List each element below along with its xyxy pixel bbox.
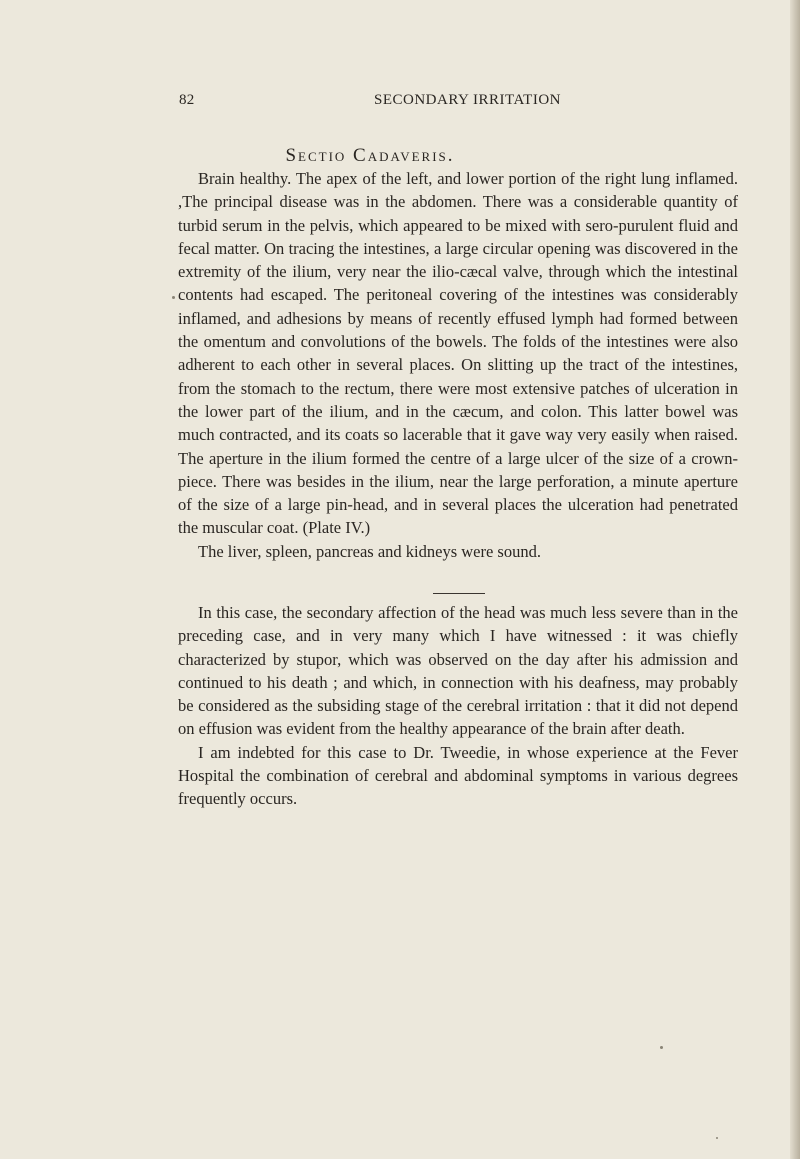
page-header — [179, 92, 745, 112]
paper-speck — [660, 1046, 663, 1049]
paragraph-organs: The liver, spleen, pancreas and kidneys were sound. — [198, 541, 541, 561]
page-number: 82 — [179, 92, 195, 108]
section-divider — [433, 593, 485, 594]
paragraph-commentary: In this case, the secondary affection of the head was much less severe than in the preceding case, and in very many which I have witnessed : it was chiefly characterized by stupor, which was observed on the day after his admission and continued to his death ; and which, in connection with his deafness, may probably be considered as the subsiding stage of the cerebral irritation : that it did not depend on effusion was evident from the healthy appearance of the brain after death. — [178, 603, 738, 739]
paragraph-findings: Brain healthy. The apex of the left, and lower portion of the right lung inflamed. ,The principal disease was in the abdomen. There was a considerable quantity of turbid serum in the pelvis, which appeared to be mixed with sero-purulent fluid and fecal matter. On tracing the intestines, a large circular opening was discovered in the extremity of the ilium, very near the ilio-cæcal valve, through which the intestinal contents had escaped. The peritoneal covering of the intestines was considerably inflamed, and adhesions by means of recently effused lymph had formed between the omentum and convolutions of the bowels. The folds of the intestines were also adherent to each other in several places. On slitting up the tract of the intestines, from the stomach to the rectum, there were most extensive patches of ulceration in the lower part of the ilium, and in the cæcum, and colon. This latter bowel was much contracted, and its coats so lacerable that it gave way very easily when raised. The aperture in the ilium formed the centre of a large ulcer of the size of a crown-piece. There was besides in the ilium, near the large perforation, a minute aperture of the size of a large pin-head, and in several places the ulceration had penetrated the muscular coat. (Plate IV.) — [178, 169, 738, 538]
paragraph-acknowledgement: I am indebted for this case to Dr. Tweedie, in whose experience at the Fever Hospital the combination of cerebral and abdominal symptoms in various degrees frequently occurs. — [178, 742, 738, 809]
section-title: Sectio Cadaveris. — [285, 145, 455, 166]
paper-speck — [716, 1137, 718, 1139]
case-commentary — [178, 601, 738, 811]
case-findings — [178, 167, 738, 563]
running-head: SECONDARY IRRITATION — [374, 92, 561, 108]
paper-speck — [172, 296, 175, 299]
page-edge — [790, 0, 800, 1159]
